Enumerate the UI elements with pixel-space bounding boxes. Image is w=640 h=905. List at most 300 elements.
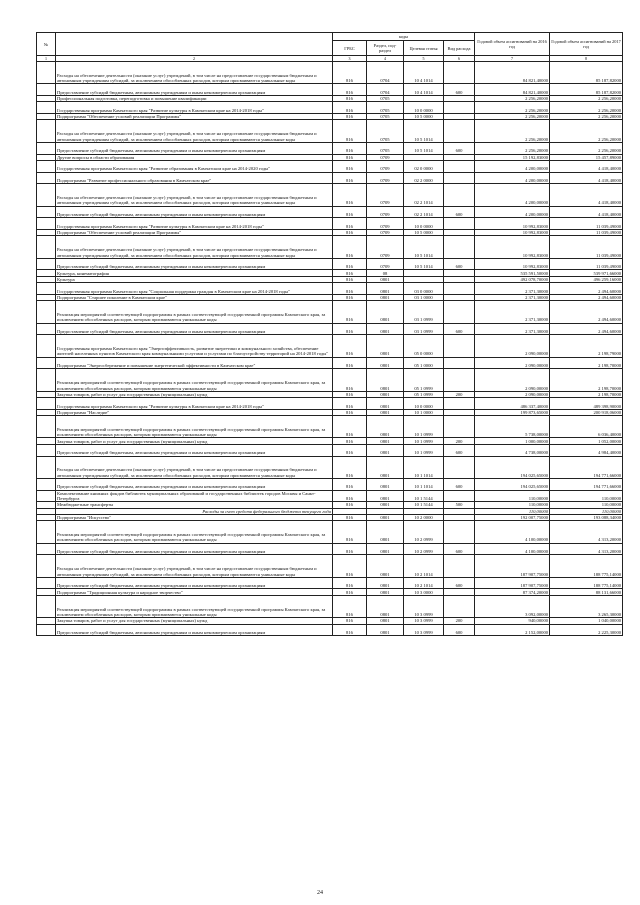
row-target-item: 10 5 0000 <box>404 114 444 120</box>
row-amount-2016: 1 000,00000 <box>475 438 550 444</box>
row-target-item: 10 5 1014 <box>404 258 444 270</box>
row-razdel: 0705 <box>367 114 404 120</box>
row-name: Реализация мероприятий соответствующей подпрограммы в рамках соответствующей государственной программы Камчатского края, за исключением обособленных расходов, которым присваиваются уникальные коды <box>56 521 333 543</box>
row-name: Расходы за счет средств федерального бюджета текущего года <box>56 508 333 514</box>
row-grbs: 816 <box>333 294 367 300</box>
table-row <box>37 624 623 636</box>
row-target-item: 10 2 1014 <box>404 555 444 577</box>
row-expense-type: 200 <box>444 438 475 444</box>
row-amount-2016: 2 371,30000 <box>475 294 550 300</box>
row-name: Реализация мероприятий соответствующей подпрограммы в рамках соответствующей государственной программы Камчатского края, за исключением обособленных расходов, которым присваиваются уникальные коды <box>56 595 333 617</box>
row-amount-2017: 2 225,30000 <box>550 624 623 636</box>
row-expense-type <box>444 521 475 543</box>
row-amount-2016: 940,00000 <box>475 618 550 624</box>
row-name: Профессиональная подготовка, переподготовка и повышение квалификации <box>56 96 333 102</box>
row-expense-type <box>444 555 475 577</box>
row-amount-2017: 110,00000 <box>550 502 623 508</box>
table-row <box>37 490 623 502</box>
row-amount-2017: 2 256,20000 <box>550 120 623 142</box>
row-amount-2017: 496 259,16000 <box>550 276 623 282</box>
row-expense-type <box>444 62 475 84</box>
row-amount-2016: 2 371,30000 <box>475 323 550 335</box>
row-number-cell <box>37 301 56 323</box>
row-name: Государственная программа Камчатского края "Развитие культуры в Камчатском крае на 2014-2018 годы" <box>56 218 333 230</box>
row-expense-type: 600 <box>444 206 475 218</box>
row-amount-2017: 2 256,20000 <box>550 142 623 154</box>
header-number: 2 <box>56 56 333 62</box>
row-number-cell <box>37 444 56 456</box>
row-razdel: 0709 <box>367 160 404 172</box>
row-expense-type <box>444 595 475 617</box>
row-name: Предоставление субсидий бюджетным, автономным учреждениям и иным некоммерческим организациям <box>56 323 333 335</box>
row-name: Расходы на обеспечение деятельности (оказание услуг) учреждений, в том числе на предоставление государственным бюджетным и автономным учреждениям субсидий, за исключением обособленных расходов, которым присваиваются уникальные коды <box>56 184 333 206</box>
row-expense-type <box>444 102 475 114</box>
row-razdel: 0801 <box>367 589 404 595</box>
row-grbs: 816 <box>333 555 367 577</box>
row-amount-2017: 200 918,06000 <box>550 409 623 415</box>
row-razdel: 0704 <box>367 84 404 96</box>
row-target-item: 10 2 0999 <box>404 521 444 543</box>
row-razdel: 0709 <box>367 218 404 230</box>
row-number-cell <box>37 206 56 218</box>
row-name: Государственная программа Камчатского края "Развитие культуры в Камчатском крае на 2014-2018 годы" <box>56 398 333 410</box>
row-target-item: 10 1 5144 <box>404 490 444 502</box>
row-number-cell <box>37 184 56 206</box>
row-expense-type: 600 <box>444 444 475 456</box>
row-name: Предоставление субсидий бюджетным, автономным учреждениям и иным некоммерческим организациям <box>56 444 333 456</box>
header-celevaya: Целевая статья <box>404 41 444 56</box>
row-amount-2017: 489 398,90000 <box>550 398 623 410</box>
row-razdel: 08 <box>367 270 404 276</box>
row-name: Предоставление субсидий бюджетным, автономным учреждениям и иным некоммерческим организациям <box>56 543 333 555</box>
table-row <box>37 478 623 490</box>
row-amount-2016: 2 371,30000 <box>475 283 550 295</box>
row-grbs: 816 <box>333 391 367 397</box>
row-grbs: 816 <box>333 595 367 617</box>
row-grbs: 816 <box>333 270 367 276</box>
row-amount-2016: 4 200,00000 <box>475 160 550 172</box>
row-name: Расходы на обеспечение деятельности (оказание услуг) учреждений, в том числе на предоставление государственным бюджетным и автономным учреждениям субсидий, за исключением обособленных расходов, которым присваиваются уникальные коды <box>56 456 333 478</box>
row-name: Закупка товаров, работ и услуг для государственных (муниципальных) нужд <box>56 618 333 624</box>
row-grbs: 816 <box>333 276 367 282</box>
row-name: Подпрограмма "Старшее поколение в Камчатском крае" <box>56 294 333 300</box>
row-name: Культура <box>56 276 333 282</box>
row-grbs: 816 <box>333 416 367 438</box>
row-target-item: 10 5 1014 <box>404 236 444 258</box>
row-amount-2016: 2 090,00000 <box>475 357 550 369</box>
table-row <box>37 236 623 258</box>
row-amount-2016: 3 092,00000 <box>475 595 550 617</box>
header-number: 8 <box>550 56 623 62</box>
header-number: 3 <box>333 56 367 62</box>
row-expense-type <box>444 456 475 478</box>
row-target-item: 10 1 5144 <box>404 502 444 508</box>
row-expense-type <box>444 172 475 184</box>
row-razdel: 0801 <box>367 276 404 282</box>
row-number-cell <box>37 577 56 589</box>
row-number-cell <box>37 456 56 478</box>
row-target-item: 02 0 0000 <box>404 160 444 172</box>
row-amount-2016: 5 738,00000 <box>475 416 550 438</box>
row-amount-2016: 2 152,00000 <box>475 624 550 636</box>
row-amount-2016: 4 738,00000 <box>475 444 550 456</box>
row-razdel: 0801 <box>367 624 404 636</box>
row-grbs: 816 <box>333 114 367 120</box>
row-target-item: 10 1 0000 <box>404 409 444 415</box>
row-grbs: 816 <box>333 521 367 543</box>
row-expense-type: 600 <box>444 84 475 96</box>
row-amount-2016: 2 090,00000 <box>475 369 550 391</box>
row-grbs: 816 <box>333 62 367 84</box>
row-amount-2016: 110,00000 <box>475 490 550 502</box>
row-razdel: 0709 <box>367 236 404 258</box>
row-amount-2016: 15 192,83000 <box>475 154 550 160</box>
table-header <box>37 33 623 62</box>
row-amount-2017: 2 256,20000 <box>550 96 623 102</box>
row-expense-type <box>444 398 475 410</box>
row-expense-type <box>444 283 475 295</box>
table-row <box>37 218 623 230</box>
row-number-cell <box>37 478 56 490</box>
row-expense-type <box>444 184 475 206</box>
row-name: Предоставление субсидий бюджетным, автономным учреждениям и иным некоммерческим организациям <box>56 258 333 270</box>
row-razdel: 0801 <box>367 618 404 624</box>
row-target-item: 02 2 1014 <box>404 206 444 218</box>
row-amount-2017: 2 198,70000 <box>550 391 623 397</box>
row-name: Государственная программа Камчатского края "Социальная поддержка граждан в Камчатском крае на 2014-2018 годы" <box>56 283 333 295</box>
row-amount-2017: 11 039,49000 <box>550 236 623 258</box>
row-name: Подпрограмма "Развитие профессионального образования в Камчатском крае" <box>56 172 333 184</box>
row-grbs: 816 <box>333 577 367 589</box>
row-target-item: 03 1 0999 <box>404 323 444 335</box>
header-number: 6 <box>444 56 475 62</box>
row-razdel: 0801 <box>367 514 404 520</box>
row-grbs: 816 <box>333 543 367 555</box>
row-target-item: 03 0 0000 <box>404 283 444 295</box>
row-amount-2016: 4 100,00000 <box>475 521 550 543</box>
table-row <box>37 172 623 184</box>
row-number-cell <box>37 236 56 258</box>
table-row <box>37 335 623 357</box>
row-amount-2016: 2 371,30000 <box>475 301 550 323</box>
row-number-cell <box>37 62 56 84</box>
row-target-item: 10 3 0999 <box>404 624 444 636</box>
row-razdel: 0704 <box>367 62 404 84</box>
row-target-item: 03 1 0000 <box>404 294 444 300</box>
row-razdel: 0801 <box>367 456 404 478</box>
row-amount-2016: 110,00000 <box>475 508 550 514</box>
table-row <box>37 444 623 456</box>
row-razdel: 0801 <box>367 577 404 589</box>
row-target-item: 10 0 0000 <box>404 398 444 410</box>
row-amount-2017: 11 039,49000 <box>550 218 623 230</box>
table-row <box>37 301 623 323</box>
row-grbs: 816 <box>333 357 367 369</box>
header-number: 1 <box>37 56 56 62</box>
row-expense-type <box>444 490 475 502</box>
row-grbs: 816 <box>333 444 367 456</box>
row-amount-2017: 2 256,20000 <box>550 102 623 114</box>
row-razdel: 0801 <box>367 301 404 323</box>
row-number-cell <box>37 102 56 114</box>
row-amount-2017: 2 494,60000 <box>550 301 623 323</box>
header-razdel: Раздел, под-раздел <box>367 41 404 56</box>
row-amount-2017: 2 198,70000 <box>550 357 623 369</box>
row-number-cell <box>37 335 56 357</box>
row-name: Предоставление субсидий бюджетным, автономным учреждениям и иным некоммерческим организациям <box>56 206 333 218</box>
header-num: № <box>37 33 56 56</box>
row-razdel: 0709 <box>367 154 404 160</box>
row-target-item: 10 4 1014 <box>404 84 444 96</box>
row-razdel: 0801 <box>367 555 404 577</box>
row-amount-2017: 2 198,79000 <box>550 335 623 357</box>
row-amount-2017: 2 256,20000 <box>550 114 623 120</box>
row-target-item: 10 1 1014 <box>404 478 444 490</box>
row-target-item: 10 1 0999 <box>404 444 444 456</box>
row-grbs: 816 <box>333 283 367 295</box>
row-grbs: 816 <box>333 624 367 636</box>
row-name: Реализация мероприятий соответствующей подпрограммы в рамках соответствующей государственной программы Камчатского края, за исключением обособленных расходов, которым присваиваются уникальные коды <box>56 301 333 323</box>
row-razdel: 0709 <box>367 258 404 270</box>
row-amount-2016: 187 907,75000 <box>475 577 550 589</box>
row-grbs: 816 <box>333 84 367 96</box>
row-razdel: 0801 <box>367 416 404 438</box>
row-number-cell <box>37 416 56 438</box>
row-target-item: 10 0 0000 <box>404 218 444 230</box>
row-name: Расходы на обеспечение деятельности (оказание услуг) учреждений, в том числе на предоставление государственным бюджетным и автономным учреждениям субсидий, за исключением обособленных расходов, которым присваиваются уникальные коды <box>56 236 333 258</box>
row-razdel: 0709 <box>367 230 404 236</box>
row-expense-type <box>444 357 475 369</box>
table-row <box>37 142 623 154</box>
row-amount-2017: 88 131,66000 <box>550 589 623 595</box>
row-grbs: 816 <box>333 120 367 142</box>
row-amount-2016: 492 078,70000 <box>475 276 550 282</box>
row-name: Предоставление субсидий бюджетным, автономным учреждениям и иным некоммерческим организациям <box>56 624 333 636</box>
row-amount-2017: 4 418,40000 <box>550 184 623 206</box>
row-grbs: 816 <box>333 369 367 391</box>
row-razdel: 0801 <box>367 398 404 410</box>
row-razdel: 0801 <box>367 323 404 335</box>
row-amount-2017: 4 313,20000 <box>550 543 623 555</box>
row-target-item: 05 0 0000 <box>404 335 444 357</box>
table-row <box>37 323 623 335</box>
row-grbs: 816 <box>333 301 367 323</box>
row-grbs: 816 <box>333 438 367 444</box>
row-razdel: 0801 <box>367 357 404 369</box>
row-expense-type: 600 <box>444 142 475 154</box>
row-target-item: 10 1 1014 <box>404 456 444 478</box>
row-grbs: 816 <box>333 258 367 270</box>
row-name: Культура, кинематография <box>56 270 333 276</box>
row-target-item: 10 3 0999 <box>404 618 444 624</box>
row-razdel: 0801 <box>367 438 404 444</box>
row-razdel: 0801 <box>367 294 404 300</box>
row-amount-2017: 1 040,00000 <box>550 618 623 624</box>
row-target-item: 02 2 1014 <box>404 184 444 206</box>
row-expense-type: 600 <box>444 258 475 270</box>
table-row <box>37 160 623 172</box>
row-expense-type <box>444 335 475 357</box>
row-target-item: 10 5 0000 <box>404 230 444 236</box>
header-name <box>56 33 333 56</box>
table-row <box>37 595 623 617</box>
row-grbs: 816 <box>333 96 367 102</box>
row-amount-2017: 15 457,89000 <box>550 154 623 160</box>
row-amount-2017: 188 775,14000 <box>550 577 623 589</box>
header-2017: Годовой объем ассигнований на 2017 год <box>550 33 623 56</box>
row-name: Реализация мероприятий соответствующей подпрограммы в рамках соответствующей государственной программы Камчатского края, за исключением обособленных расходов, которым присваиваются уникальные коды <box>56 369 333 391</box>
row-amount-2016: 2 256,20000 <box>475 114 550 120</box>
row-amount-2017: 11 039,49000 <box>550 230 623 236</box>
row-target-item: 10 4 1014 <box>404 62 444 84</box>
row-grbs: 816 <box>333 230 367 236</box>
row-grbs: 816 <box>333 172 367 184</box>
row-grbs: 816 <box>333 409 367 415</box>
row-amount-2017: 85 187,82000 <box>550 84 623 96</box>
table-body <box>37 62 623 636</box>
table-row <box>37 555 623 577</box>
row-name: Подпрограмма "Обеспечение условий реализации Программы" <box>56 230 333 236</box>
row-expense-type <box>444 236 475 258</box>
row-target-item: 10 1 0999 <box>404 416 444 438</box>
budget-table <box>36 32 623 636</box>
row-name: Реализация мероприятий соответствующей подпрограммы в рамках соответствующей государственной программы Камчатского края, за исключением обособленных расходов, которым присваиваются уникальные коды <box>56 416 333 438</box>
row-grbs: 816 <box>333 102 367 114</box>
row-number-cell <box>37 160 56 172</box>
row-razdel: 0705 <box>367 120 404 142</box>
row-razdel: 0801 <box>367 444 404 456</box>
row-target-item: 02 2 0000 <box>404 172 444 184</box>
row-amount-2016: 10 992,83000 <box>475 230 550 236</box>
row-razdel: 0801 <box>367 595 404 617</box>
row-name: Подпрограмма "Искусство" <box>56 514 333 520</box>
row-amount-2017: 2 494,60000 <box>550 323 623 335</box>
row-amount-2016: 10 992,83000 <box>475 236 550 258</box>
row-target-item: 10 2 0000 <box>404 514 444 520</box>
row-name: Подпрограмма "Энергосбережение и повышение энергетической эффективности в Камчатском крае" <box>56 357 333 369</box>
row-grbs: 816 <box>333 236 367 258</box>
row-amount-2016: 2 256,20000 <box>475 96 550 102</box>
row-amount-2016: 535 591,50000 <box>475 270 550 276</box>
row-razdel: 0709 <box>367 184 404 206</box>
row-target-item: 10 1 0999 <box>404 438 444 444</box>
row-name: Расходы на обеспечение деятельности (оказание услуг) учреждений, в том числе на предоставление государственным бюджетным и автономным учреждениям субсидий, за исключением обособленных расходов, которым присваиваются уникальные коды <box>56 120 333 142</box>
row-razdel: 0801 <box>367 478 404 490</box>
row-amount-2017: 11 039,49000 <box>550 258 623 270</box>
row-expense-type <box>444 160 475 172</box>
row-expense-type <box>444 120 475 142</box>
row-target-item: 10 5 1014 <box>404 142 444 154</box>
row-target-item: 10 2 1014 <box>404 577 444 589</box>
row-number-cell <box>37 258 56 270</box>
row-razdel: 0801 <box>367 543 404 555</box>
header-number: 5 <box>404 56 444 62</box>
row-amount-2017: 110,00000 <box>550 508 623 514</box>
row-number-cell <box>37 142 56 154</box>
row-amount-2017: 4 418,40000 <box>550 206 623 218</box>
row-number-cell <box>37 369 56 391</box>
row-amount-2016: 84 821,40000 <box>475 62 550 84</box>
row-razdel: 0705 <box>367 96 404 102</box>
row-number-cell <box>37 521 56 543</box>
row-expense-type: 600 <box>444 577 475 589</box>
row-expense-type: 600 <box>444 624 475 636</box>
row-name: Государственная программа Камчатского края "Развитие образования в Камчатском крае на 2014-2020 годы" <box>56 160 333 172</box>
row-expense-type: 600 <box>444 478 475 490</box>
row-grbs: 816 <box>333 502 367 508</box>
row-amount-2016: 4 200,00000 <box>475 172 550 184</box>
row-amount-2016: 2 256,20000 <box>475 142 550 154</box>
row-name: Расходы на обеспечение деятельности (оказание услуг) учреждений, в том числе на предоставление государственным бюджетным и автономным учреждениям субсидий, за исключением обособленных расходов, которым присваиваются уникальные коды <box>56 555 333 577</box>
table-row <box>37 206 623 218</box>
row-grbs: 816 <box>333 323 367 335</box>
table-row <box>37 184 623 206</box>
row-target-item: 05 1 0000 <box>404 357 444 369</box>
row-number-cell <box>37 357 56 369</box>
row-razdel: 0709 <box>367 206 404 218</box>
row-razdel: 0801 <box>367 490 404 502</box>
header-2016: Годовой объем ассигнований на 2016 год <box>475 33 550 56</box>
row-amount-2016: 10 992,83000 <box>475 218 550 230</box>
table-row <box>37 369 623 391</box>
row-name: Предоставление субсидий бюджетным, автономным учреждениям и иным некоммерческим организациям <box>56 478 333 490</box>
row-amount-2016: 2 256,20000 <box>475 102 550 114</box>
row-expense-type <box>444 416 475 438</box>
row-number-cell <box>37 218 56 230</box>
table-row <box>37 84 623 96</box>
row-grbs: 816 <box>333 335 367 357</box>
row-name: Межбюджетные трансферты <box>56 502 333 508</box>
row-amount-2017: 539 971,66000 <box>550 270 623 276</box>
row-target-item: 10 0 0000 <box>404 102 444 114</box>
header-number: 7 <box>475 56 550 62</box>
row-number-cell <box>37 555 56 577</box>
row-grbs: 816 <box>333 206 367 218</box>
table-row <box>37 577 623 589</box>
row-number-cell <box>37 398 56 410</box>
row-amount-2017: 188 775,14000 <box>550 555 623 577</box>
row-expense-type: 200 <box>444 391 475 397</box>
row-name: Подпрограмма "Обеспечение условий реализации Программы" <box>56 114 333 120</box>
row-amount-2017: 2 494,60000 <box>550 283 623 295</box>
row-number-cell <box>37 84 56 96</box>
row-number-cell <box>37 624 56 636</box>
row-target-item: 10 3 0999 <box>404 595 444 617</box>
table-row <box>37 258 623 270</box>
row-expense-type <box>444 301 475 323</box>
row-razdel: 0801 <box>367 409 404 415</box>
row-amount-2017: 194 771,66000 <box>550 456 623 478</box>
row-amount-2017: 4 418,40000 <box>550 160 623 172</box>
row-target-item: 10 3 0000 <box>404 589 444 595</box>
row-amount-2016: 199 873,65000 <box>475 409 550 415</box>
row-target-item: 10 5 1014 <box>404 120 444 142</box>
row-amount-2017: 4 313,20000 <box>550 521 623 543</box>
row-expense-type: 600 <box>444 323 475 335</box>
row-expense-type <box>444 369 475 391</box>
row-amount-2016: 2 256,20000 <box>475 120 550 142</box>
row-amount-2016: 192 007,75000 <box>475 514 550 520</box>
row-name: Подпрограмма "Наследие" <box>56 409 333 415</box>
row-grbs: 816 <box>333 154 367 160</box>
header-vid: Вид расхода <box>444 41 475 56</box>
table-row <box>37 283 623 295</box>
table-row <box>37 521 623 543</box>
row-grbs: 816 <box>333 142 367 154</box>
row-amount-2016: 486 337,40000 <box>475 398 550 410</box>
row-amount-2016: 187 907,75000 <box>475 555 550 577</box>
row-amount-2017: 6 036,40000 <box>550 416 623 438</box>
